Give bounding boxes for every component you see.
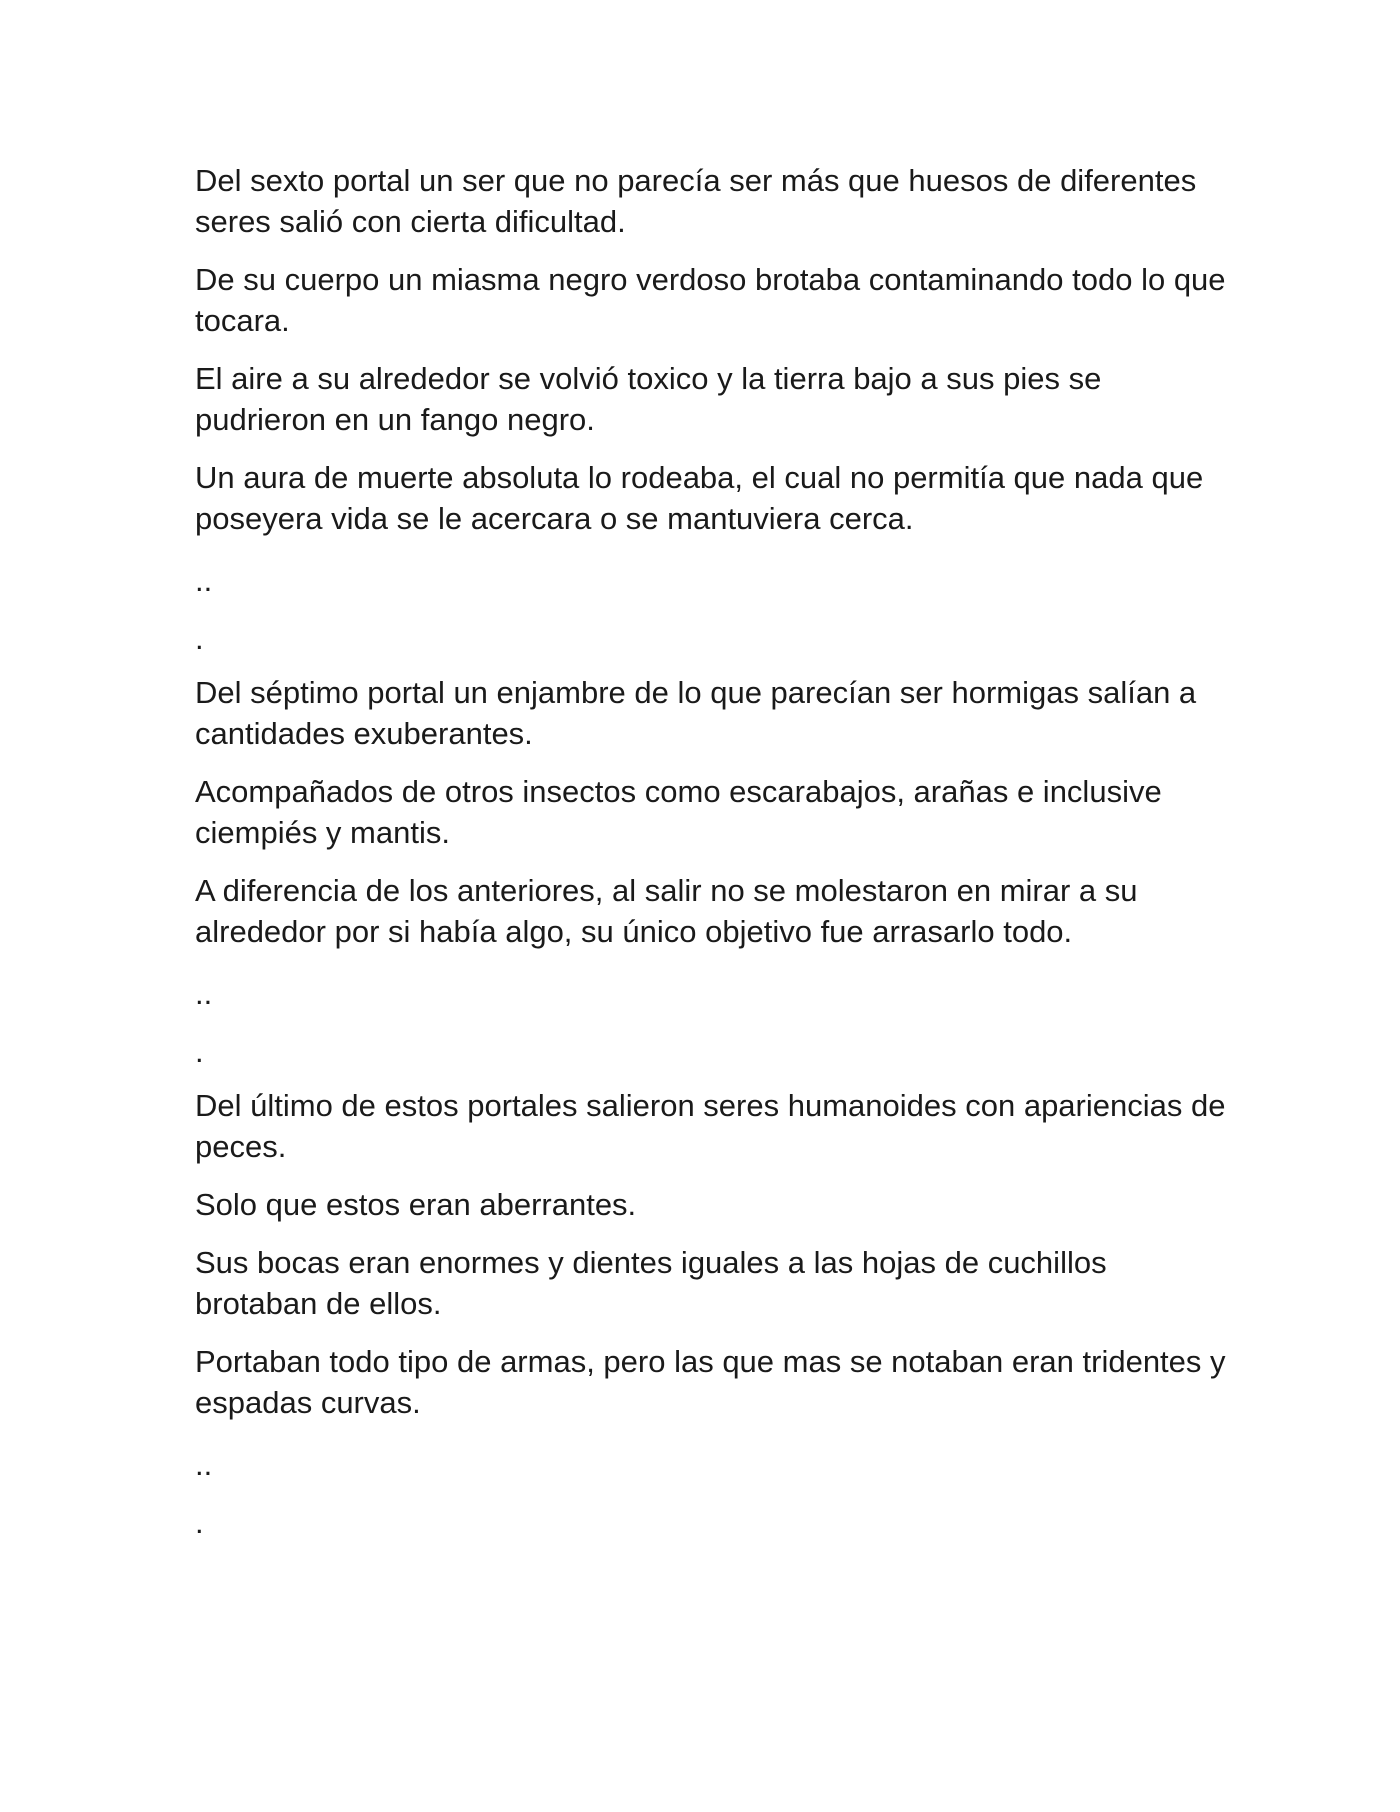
document-body — [195, 160, 1235, 1556]
paragraph-11: Portaban todo tipo de armas, pero las que mas se notaban eran tridentes y espadas curvas. — [195, 1344, 1226, 1420]
section-separator-double-dot: .. — [195, 976, 213, 1011]
paragraph-5: Del séptimo portal un enjambre de lo que parecían ser hormigas salían a cantidades exuberantes. — [195, 675, 1197, 751]
paragraph-3: El aire a su alrededor se volvió toxico y la tierra bajo a sus pies se pudrieron en un fango negro. — [195, 361, 1102, 437]
paragraph-10: Sus bocas eran enormes y dientes iguales a las hojas de cuchillos brotaban de ellos. — [195, 1245, 1107, 1321]
section-separator-double-dot: .. — [195, 563, 213, 598]
section-separator-dot: . — [195, 1505, 204, 1540]
paragraph-7: A diferencia de los anteriores, al salir no se molestaron en mirar a su alrededor por si había algo, su único objetivo fue arrasarlo todo. — [195, 873, 1138, 949]
paragraph-4: Un aura de muerte absoluta lo rodeaba, el cual no permitía que nada que poseyera vida se le acercara o se mantuviera cerca. — [195, 460, 1204, 536]
section-separator-dot: . — [195, 1034, 204, 1069]
paragraph-1: Del sexto portal un ser que no parecía ser más que huesos de diferentes seres salió con cierta dificultad. — [195, 163, 1197, 239]
section-separator-double-dot: .. — [195, 1447, 213, 1482]
section-separator-dot: . — [195, 621, 204, 656]
paragraph-8: Del último de estos portales salieron seres humanoides con apariencias de peces. — [195, 1088, 1226, 1164]
paragraph-2: De su cuerpo un miasma negro verdoso brotaba contaminando todo lo que tocara. — [195, 262, 1226, 338]
paragraph-9: Solo que estos eran aberrantes. — [195, 1187, 637, 1222]
paragraph-6: Acompañados de otros insectos como escarabajos, arañas e inclusive ciempiés y mantis. — [195, 774, 1162, 850]
